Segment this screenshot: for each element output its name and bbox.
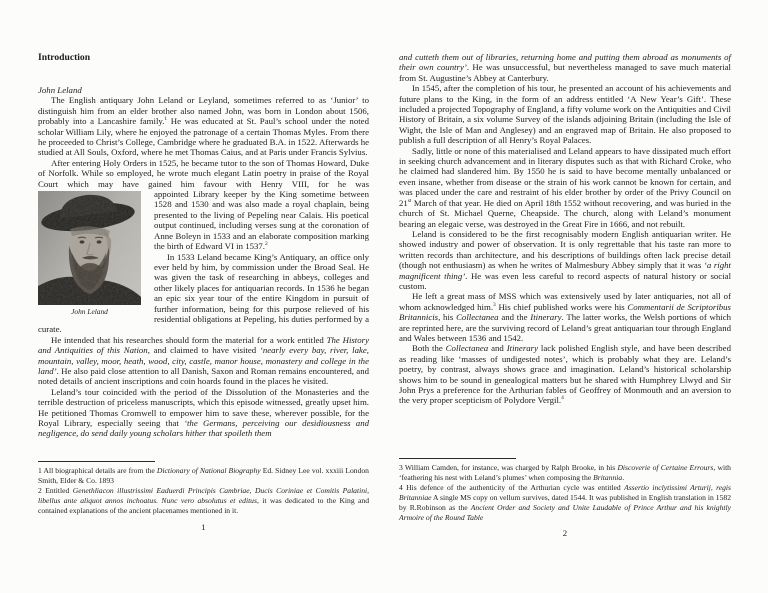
footnote-2: 2 Entitled Genethliacon illustrissimi Eaduerdi Principis Cambriae, Ducis Coriniae et Comitis Palatini, libellus ante aliquot annos inchoatus. Nunc vero absolutus et editus, it was dedicated to the King and contained explanations of the ancient placenames mentioned in it. [38, 486, 369, 515]
footnote-divider [399, 458, 516, 459]
john-leland-portrait-image [38, 191, 141, 305]
footnotes-page-2 [399, 458, 731, 523]
paragraph: In 1545, after the completion of his tour, he presented an account of his achievements and future plans to the King, in the form of an address entitled ‘A New Year’s Gift’. These included a projected Topography of England, a fifty volume work on the Antiquities and Civil History of Britain, a six volume Survey of the islands adjoining Britain (including the Isle of Wight, the Isle of Man and Anglesey) and an engraved map of Britain. He also proposed to publish a full description of all Henry’s Royal Palaces. [399, 83, 731, 146]
paragraph-text: appointed Library keeper by the King sometime between 1528 and 1530 and was also made a royal chaplain, being presented to the living of Pepeling near Calais. His poetical output continued, including verses sung at the coronation of Anne Boleyn in 1533 and an elaborate composition marking the birth of Edward VI in 1537.$^2$ [154, 189, 369, 252]
portrait-figure [38, 191, 141, 317]
paragraph: He left a great mass of MSS which was extensively used by later antiquaries, not all of whom acknowledged him.$^3$ His chief published works were his Commentarii de Scriptoribus Britannicis, his Collectanea and the Itinerary. The latter works, the Welsh portions of which are reprinted here, are the surviving record of Leland’s great antiquarian tour through England and Wales between 1536 and 1542. [399, 291, 731, 343]
portrait-caption: John Leland [71, 307, 108, 317]
footnotes-page-1 [38, 461, 369, 517]
subsection-heading: John Leland [38, 85, 82, 95]
page-number: 1 [201, 522, 206, 532]
paragraph: Both the Collectanea and Itinerary lack polished English style, and have been described as reading like ‘masses of undigested notes’, which is probably what they are. Leland’s poetry, by contrast, always shows grace and imagination. Leland’s historical scholarship shows him to be sound in genealogical matters but he shared with Humphrey Llwyd and Sir John Prys a preference for the Arthurian fables of Geoffrey of Monmouth and an aversion to the very proper scepticism of Polydore Vergil.$^4$ [399, 343, 731, 406]
paragraph: Leland’s tour coincided with the period of the Dissolution of the Monasteries and the terrible destruction of priceless manuscripts, which this episode witnessed, greatly upset him. He petitioned Thomas Cromwell to empower him to save these, wherever possible, for the Royal Library, especially seeing that ‘the Germans, perceiving our desidiousness and negligence, do send daily young scholars hither that spoileth them [38, 386, 369, 439]
paragraph: Leland is considered to be the first recognisably modern English antiquarian writer. He showed industry and power of observation. It is only regrettable that his taste ran more to written records than architecture, and his descriptions of buildings often lack precise detail (though not enthusiasm) as when he writes of Malmesbury Abbey simply that it was ‘a right magnificent thing’. He was even less careful to record aspects of natural history or social custom. [399, 228, 732, 291]
page-1 [38, 52, 369, 593]
paragraph: In 1533 Leland became King’s Antiquary, an office only ever held by him, by commission under the Broad Seal. He was given the task of researching in abbeys, colleges and other likely places for antiquarian records. In 1536 he began an epic six year tour of the entire Kingdom in pursuit of further information, being for this purpose relieved of his residential obligations at Pepeling, his duties performed by a curate. [38, 251, 369, 335]
paragraph: Sadly, little or none of this materialised and Leland appears to have dissipated much effort in seeking church advancement and in literary disputes such as that with Richard Croke, who he claimed had slandered him. By 1550 he is said to have become mentally unbalanced or even insane, whether from disease or the strain of his work cannot be known for certain, and was placed under the care and restraint of his elder brother by order of the Privy Council on 21st March of that year. He died on April 18th 1552 without recovering, and was buried in the church of St. Michael Querne, Cheapside. The church, along with Leland’s monument bearing an elegaic verse, was destroyed in the Great Fire in 1666, and not rebuilt. [399, 145, 731, 229]
section-heading: Introduction [38, 52, 91, 63]
paragraph: After entering Holy Orders in 1525, he became tutor to the son of Thomas Howard, Duke of Norfolk. While so employed, he wrote much elegant Latin poetry in praise of the Royal Court which may have gained him favour with Henry VIII, for he was [38, 157, 369, 189]
footnote-divider [38, 461, 155, 462]
footnote-1: 1 All biographical details are from the Dictionary of National Biography Ed. Sidney Lee vol. xxxiii London Smith, Elder & Co. 1893 [38, 466, 369, 485]
footnote-3: 3 William Camden, for instance, was charged by Ralph Brooke, in his Discoverie of Certaine Errours, with ‘feathering his nest with Leland’s plumes’ when composing the Britannia. [399, 463, 731, 482]
footnote-4: 4 His defence of the authenticity of the Arthurian cycle was entitled Assertio inclytissimi Arturij, regis Britanniae A single MS copy on vellum survives, dated 1544. It was published in English translation in 1582 by R.Robinson as the Ancient Order and Society and Unite Laudable of Prince Arthur and his knightly Armoire of the Round Table [399, 483, 731, 522]
paragraph: He intended that his researches should form the material for a work entitled The History and Antiquities of this Nation, and claimed to have visited ‘nearly every bay, river, lake, mountain, valley, moor, heath, wood, city, castle, manor house, monastery and college in the land’. He also paid close attention to all Danish, Saxon and Roman remains encountered, and noted details of ancient inscriptions and coin hoards found in the places he visited. [38, 334, 369, 387]
page-number: 2 [562, 528, 568, 538]
paragraph: and cutteth them out of libraries, returning home and putting them abroad as monuments of their own country’. He was unsuccessful, but nevertheless managed to save much material from St. Augustine’s Abbey at Canterbury. [399, 52, 731, 83]
page-2 [399, 52, 731, 593]
paragraph: The English antiquary John Leland or Leyland, sometimes referred to as ‘Junior’ to distinguish him from an elder brother also named John, was born in London about 1506, probably into a Lancashire family.$^1$ He was educated at St. Paul’s school under the noted scholar William Lily, where he enjoyed the patronage of a certain Thomas Myles. From there he proceeded to Christ’s College, Cambridge where he graduated B.A. in 1522. Afterwards he studied at All Souls, Oxford, where he met Thomas Caius, and at Paris under Francis Sylvius. [38, 95, 370, 158]
